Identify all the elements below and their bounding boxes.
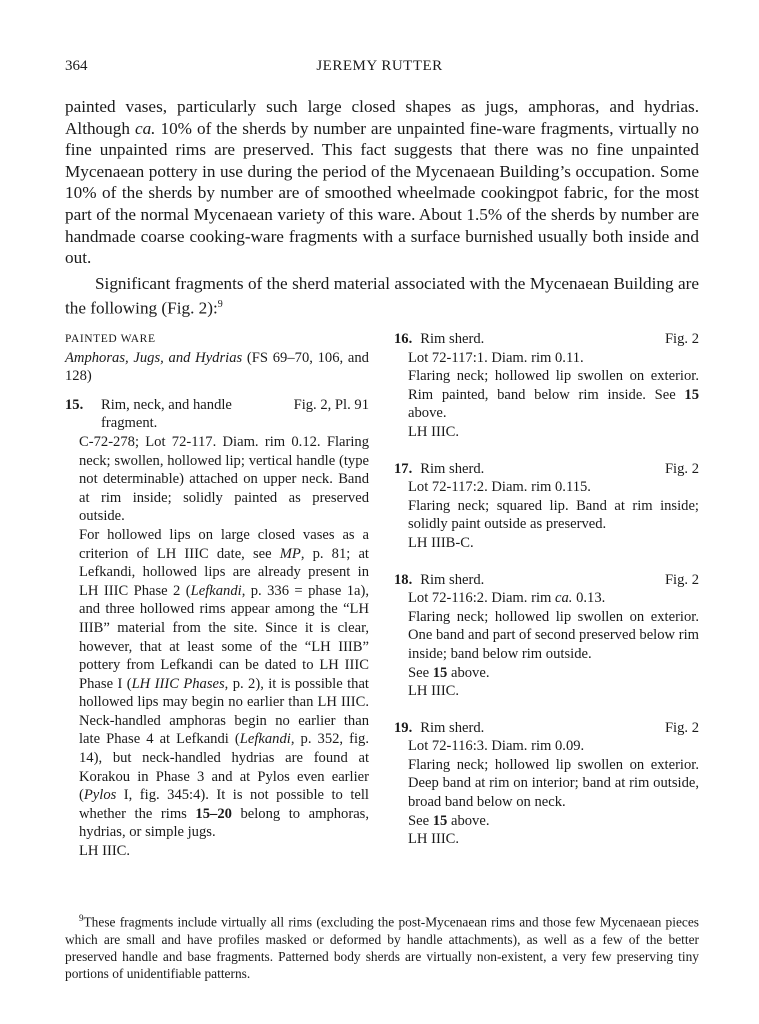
- entry-lot: Lot 72-116:3. Diam. rim 0.09.: [408, 738, 585, 755]
- entry-date: LH IIIC.: [408, 831, 460, 848]
- catalog-entry-19: 19. Rim sherd. Fig. 2 Lot 72-116:3. Diam. rim 0.09. Flaring neck; hollowed lip swollen on exterior. Deep band at rim on interior; band at rim outside, broad band below on neck. See 15 above. LH IIIC.: [394, 719, 699, 848]
- catalog-entry-16: 16. Rim sherd. Fig. 2 Lot 72-117:1. Diam. rim 0.11. Flaring neck; hollowed lip swollen on exterior. Rim painted, band below rim inside. See 15 above. LH IIIC.: [394, 331, 699, 440]
- intro-paragraph-2: Significant fragments of the sherd material associated with the Mycenaean Building are the following (Fig. 2):$^9$: [65, 273, 699, 319]
- entry-date: LH IIIC.: [408, 423, 460, 440]
- footnote-text: These fragments include virtually all rims (excluding the post-Mycenaean rims and those few Mycenaean pieces which are small and have profiles masked or deformed by handle attachments), as well as a few of the better preserved handle and base fragments. Patterned body sherds are virtually non-existent, a very few preserving tiny portions of unidentifiable patterns.: [65, 914, 699, 982]
- entry-description: Flaring neck; hollowed lip swollen on exterior. Rim painted, band below rim inside. See 15 above.: [408, 368, 699, 422]
- footnote-mark: 9: [217, 299, 223, 311]
- footnote: [65, 910, 699, 982]
- subheading: Amphoras, Jugs, and Hydrias (FS 69–70, 106, and 128): [65, 349, 369, 385]
- figure-reference: Fig. 2: [664, 719, 699, 736]
- right-column: [394, 330, 699, 849]
- catalog-entry-18: 18. Rim sherd. Fig. 2 Lot 72-116:2. Diam. rim ca. 0.13. Flaring neck; hollowed lip swollen on exterior. One band and part of second preserved below rim inside; band below rim outside. See 15 above. LH IIIC.: [394, 571, 699, 700]
- entry-description: Flaring neck; squared lip. Band at rim inside; solidly paint outside as preserved.: [408, 497, 699, 533]
- entry-title: Rim, neck, and handle fragment.: [101, 396, 232, 432]
- entry-description: Flaring neck; hollowed lip swollen on exterior. Deep band at rim on interior; band at rim outside, broad band below on neck.: [408, 756, 699, 811]
- entry-date: LH IIIC.: [79, 843, 131, 860]
- footnote-number: 9: [79, 913, 84, 923]
- intro-paragraph-1: painted vases, particularly such large closed shapes as jugs, amphoras, and hydrias. Although ca. 10% of the sherds by number are unpainted fine-ware fragments, virtually no fine unpainted rims are preserved. This fact suggests that there was no fine unpainted Mycenaean pottery in use during the period of the Mycenaean Building’s occupation. Some 10% of the sherds by number are of smoothed wheelmade cookingpot fabric, for the most part of the normal Mycenaean variety of this ware. About 1.5% of the sherds by number are handmade coarse cooking-ware fragments with a surface burnished usually both inside and out.: [65, 97, 699, 268]
- entry-commentary: For hollowed lips on large closed vases as a criterion of LH IIIC date, see MP, p. 81; at Lefkandi, hollowed lips are already present in LH IIIC Phase 2 (Lefkandi, p. 336 = phase 1a), and three hollowed rims appear among the “LH IIIB” material from the site. Since it is clear, however, that at least some of the “LH IIIB” pottery from Lefkandi can be dated to LH IIIC Phase I (LH IIIC Phases, p. 2), it is possible that hollowed lips may begin no earlier than LH IIIC. Neck-handled amphoras begin no earlier than late Phase 4 at Lefkandi (Lefkandi, p. 352, fig. 14), but neck-handled hydrias are found at Korakou in Phase 3 and at Pylos even earlier (Pylos I, fig. 345:4). It is not possible to tell whether the rims 15–20 belong to amphoras, hydrias, or simple jugs.: [79, 526, 369, 841]
- section-heading: PAINTED WARE: [65, 333, 156, 345]
- intro-text: [65, 96, 699, 320]
- entry-description: C-72-278; Lot 72-117. Diam. rim 0.12. Flaring neck; swollen, hollowed lip; vertical handle (type not determinable) attached on upper neck. Band at rim inside; solidly painted as preserved outside.: [79, 433, 369, 525]
- entry-date: LH IIIC.: [408, 683, 460, 700]
- entry-lot: Lot 72-117:2. Diam. rim 0.115.: [408, 479, 591, 496]
- figure-reference: Fig. 2: [664, 460, 699, 477]
- left-column: [65, 330, 369, 861]
- figure-reference: Fig. 2: [664, 571, 699, 588]
- page-number: 364: [65, 58, 88, 74]
- entry-date: LH IIIB-C.: [408, 534, 474, 551]
- catalog-entry-15: [65, 396, 369, 861]
- entry-number: 15.: [65, 396, 84, 413]
- entry-see-also: See 15 above.: [408, 812, 490, 829]
- figure-reference: Fig. 2: [664, 331, 699, 347]
- entry-header: [65, 396, 369, 433]
- entry-see-also: See 15 above.: [408, 664, 490, 681]
- running-head-author: JEREMY RUTTER: [316, 58, 443, 74]
- catalog-entry-17: 17. Rim sherd. Fig. 2 Lot 72-117:2. Diam. rim 0.115. Flaring neck; squared lip. Band at rim inside; solidly paint outside as preserved. LH IIIB-C.: [394, 460, 699, 551]
- entry-lot: Lot 72-116:2. Diam. rim ca. 0.13.: [408, 590, 606, 607]
- figure-reference: Fig. 2, Pl. 91: [293, 396, 369, 413]
- entry-description: Flaring neck; hollowed lip swollen on exterior. One band and part of second preserved below rim inside; band below rim outside.: [408, 608, 699, 662]
- entry-lot: Lot 72-117:1. Diam. rim 0.11.: [408, 349, 584, 366]
